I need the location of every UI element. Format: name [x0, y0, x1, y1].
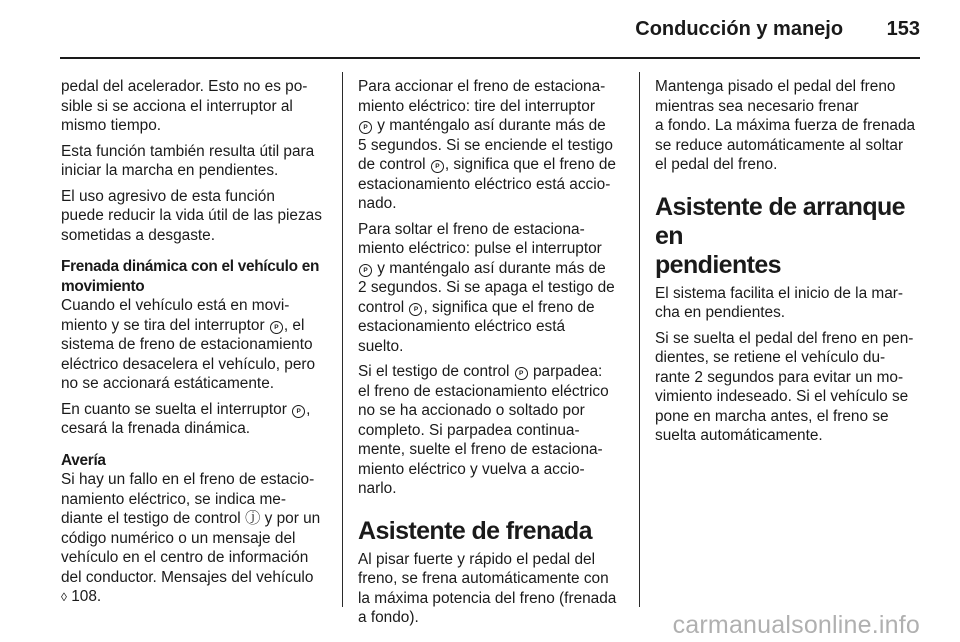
column-3	[655, 77, 920, 452]
parking-brake-icon: P	[431, 160, 444, 173]
page-number: 153	[886, 18, 920, 40]
parking-brake-icon: P	[515, 367, 528, 380]
parking-brake-icon: P	[292, 405, 305, 418]
warning-light-icon: ⓙ	[244, 510, 261, 527]
column-2	[358, 77, 623, 634]
paragraph: En cuanto se suelta el interruptor P , cesará la frenada dinámica.	[61, 400, 311, 437]
parking-brake-icon: P	[270, 321, 283, 334]
paragraph: Cuando el vehículo está en movi- miento y se tira del interruptor P , el sistema de freno de estacionamiento eléctrico desacelera el vehículo, pero no se accionará estáticamente.	[61, 297, 316, 392]
section-title: Conducción y manejo	[635, 18, 844, 40]
paragraph: El uso agresivo de esta función puede reducir la vida útil de las piezas sometidas a desgaste.	[61, 187, 322, 244]
subheading-fault: Avería	[61, 451, 106, 469]
paragraph: Mantenga pisado el pedal del freno mientras sea necesario frenar a fondo. La máxima fuerza de frenada se reduce automáticamente al soltar el pedal del freno.	[655, 78, 916, 173]
page-reference[interactable]: 108.	[66, 588, 102, 605]
parking-brake-icon: P	[409, 303, 422, 316]
paragraph: Si se suelta el pedal del freno en pen- dientes, se retiene el vehículo du- rante 2 segundos para evitar un mo- vimiento indeseado. Si el vehículo se pone en marcha antes, el freno se suelta automáticamente.	[655, 329, 914, 444]
header-rule	[60, 57, 920, 59]
paragraph: pedal del acelerador. Esto no es po- sible si se acciona el interruptor al mismo tiempo.	[61, 78, 308, 134]
column-divider	[639, 72, 640, 607]
paragraph: Si el testigo de control P parpadea: el freno de estacionamiento eléctrico no se ha accionado o soltado por completo. Si parpadea continua- mente, suelte el freno de estaciona- miento eléctrico y vuelva a accio- narlo.	[358, 363, 609, 497]
subheading-dynamic-braking: Frenada dinámica con el vehículo en movimiento	[61, 258, 320, 295]
parking-brake-icon: P	[359, 264, 372, 277]
column-divider	[342, 72, 343, 607]
parking-brake-icon: P	[359, 121, 372, 134]
paragraph: Al pisar fuerte y rápido el pedal del freno, se frena automáticamente con la máxima potencia del freno (frenada a fondo).	[358, 550, 617, 626]
reference-arrow-icon: ◊	[61, 590, 67, 604]
paragraph: Para soltar el freno de estaciona- miento eléctrico: pulse el interruptor P y manténgalo así durante más de 2 segundos. Si se apaga el testigo de control P , significa que el freno de estacionamiento eléctrico está suelto.	[358, 220, 615, 355]
heading-brake-assist: Asistente de frenada	[358, 516, 592, 545]
paragraph: Para accionar el freno de estaciona- miento eléctrico: tire del interruptor P y manténgalo así durante más de 5 segundos. Si se enciende el testigo de control P , significa que el freno de estacionamiento eléctrico está accio- nado.	[358, 78, 616, 212]
column-1	[61, 77, 326, 614]
paragraph: El sistema facilita el inicio de la mar- cha en pendientes.	[655, 284, 904, 321]
paragraph: Esta función también resulta útil para iniciar la marcha en pendientes.	[61, 142, 315, 179]
paragraph: Si hay un fallo en el freno de estacio- namiento eléctrico, se indica me- diante el testigo de control ⓙ y por un código numérico o un mensaje del vehículo en el centro de información del conductor. Mensajes del vehículo ◊ 108.	[61, 471, 321, 605]
heading-hill-start-assist: Asistente de arranque en pendientes	[655, 192, 905, 279]
page-header	[635, 18, 920, 41]
watermark: carmanualsonline.info	[672, 611, 920, 639]
